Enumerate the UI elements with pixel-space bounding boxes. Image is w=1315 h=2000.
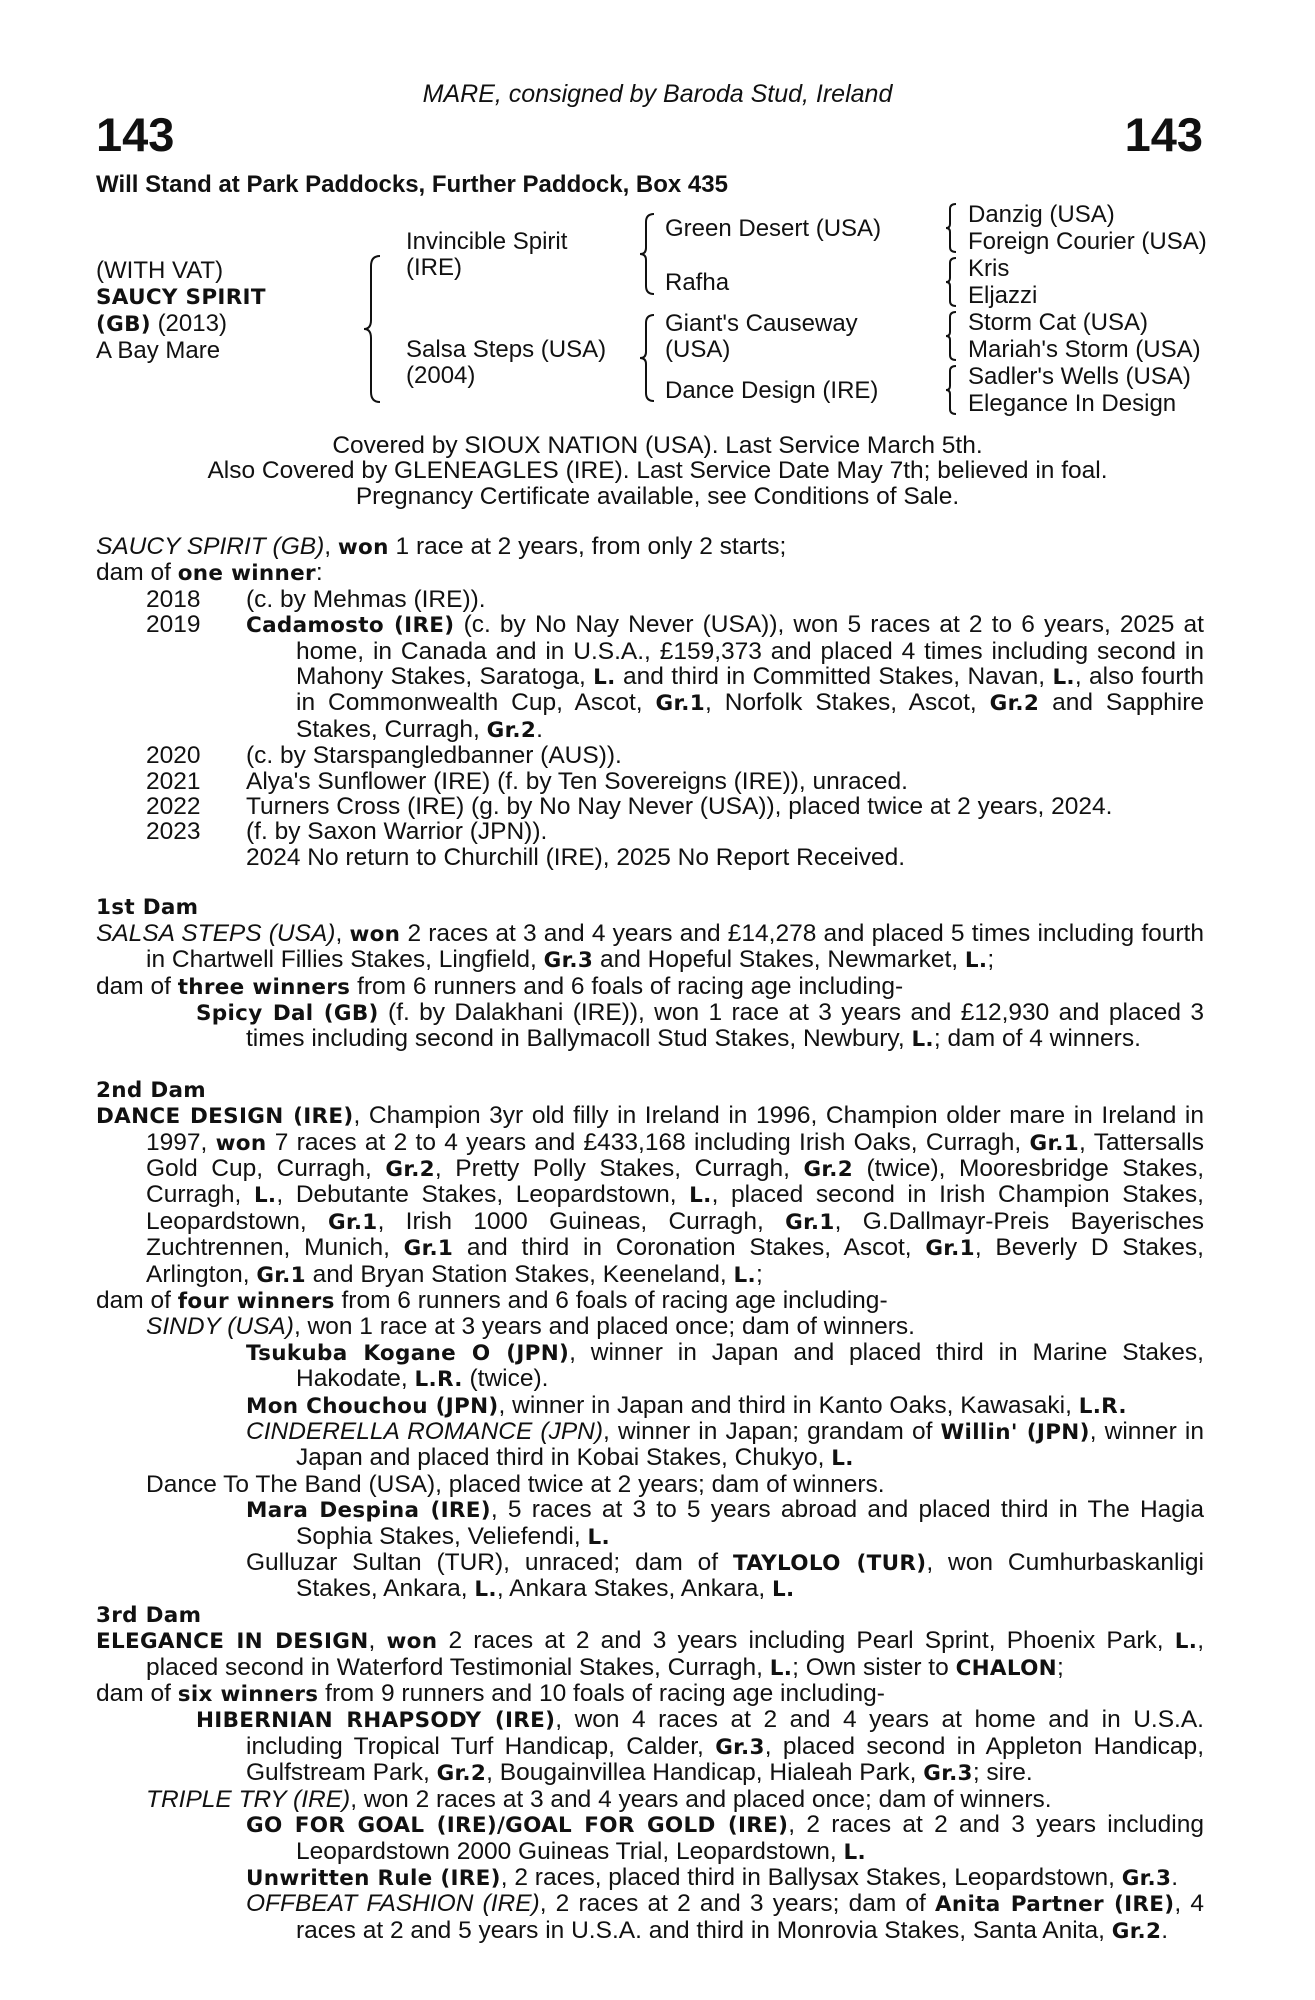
- offbeat-fashion-entry: OFFBEAT FASHION (IRE), 2 races at 2 and 3 years; dam of Anita Partner (IRE), 4 races at 2 and 5 years in U.S.A. and third in Monrovia Stakes, Santa Anita, Gr.2.: [246, 1890, 1204, 1944]
- horse-name: SAUCY SPIRIT: [96, 285, 266, 310]
- first-dam-dam-of: dam of three winners from 6 runners and 6 foals of racing age including-: [96, 972, 904, 1000]
- brace-7: [944, 364, 958, 416]
- horse-year: (2013): [157, 310, 227, 337]
- lot-number-left: 143: [96, 108, 175, 161]
- sire: Invincible Spirit (IRE): [406, 228, 568, 281]
- progeny-row: 2020 (c. by Starspangledbanner (AUS)).: [146, 742, 622, 770]
- second-dam-dam-of: dam of four winners from 6 runners and 6 foals of racing age including-: [96, 1286, 888, 1314]
- sire-sire: Green Desert (USA): [665, 215, 882, 242]
- third-dam-record: ELEGANCE IN DESIGN, won 2 races at 2 and 3 years including Pearl Sprint, Phoenix Park, L., placed second in Waterford Testimonial Stakes, Curragh, L.; Own sister to CHALON;: [96, 1627, 1204, 1681]
- progeny-table: [146, 587, 1204, 870]
- second-dam-record: DANCE DESIGN (IRE), Champion 3yr old filly in Ireland in 1996, Champion older mare in Ireland in 1997, won 7 races at 2 to 4 years and £433,168 including Irish Oaks, Curragh, Gr.1, Tattersalls Gold Cup, Curragh, Gr.2, Pretty Polly Stakes, Curragh, Gr.2 (twice), Mooresbridge Stakes, Curragh, L., Debutante Stakes, Leopardstown, L., placed second in Irish Champion Stakes, Leopardstown, Gr.1, Irish 1000 Guineas, Curragh, Gr.1, G.Dallmayr-Preis Bayerisches Zuchtrennen, Munich, Gr.1 and third in Coronation Stakes, Ascot, Gr.1, Beverly D Stakes, Arlington, Gr.1 and Bryan Station Stakes, Keeneland, L.;: [96, 1102, 1205, 1288]
- horse-description: A Bay Mare: [96, 337, 221, 364]
- mare-dam-of: dam of one winner:: [96, 559, 323, 587]
- grandsire-4: Sadler's Wells (USA): [968, 363, 1191, 390]
- vat-label: (WITH VAT): [96, 257, 224, 284]
- brace-3: [638, 313, 658, 403]
- covered-notice: Covered by SIOUX NATION (USA). Last Service March 5th. Also Covered by GLENEAGLES (IRE). Last Service Date May 7th; believed in foal. Pregnancy Certificate available, see Conditions of Sale.: [207, 432, 1108, 510]
- first-dam-offspring: Spicy Dal (GB) (f. by Dalakhani (IRE)), won 1 race at 3 years and £12,930 and placed 3 times including second in Ballymacoll Stud Stakes, Newbury, L.; dam of 4 winners.: [196, 998, 1205, 1053]
- sire-dam: Rafha: [665, 269, 730, 296]
- grandsire-1: Danzig (USA): [968, 201, 1115, 228]
- progeny-row: 2019 Cadamosto (IRE) (c. by No Nay Never (USA)), won 5 races at 2 to 6 years, 2025 at home, in Canada and in U.S.A., £159,373 and placed 4 times including second in Mahony Stakes, Saratoga, L. and third in Committed Stakes, Navan, L., also fourth in Commonwealth Cup, Ascot, Gr.1, Norfolk Stakes, Ascot, Gr.2 and Sapphire Stakes, Curragh, Gr.2.: [146, 611, 1204, 743]
- brace-5: [944, 256, 958, 308]
- dam-sire: Giant's Causeway (USA): [665, 310, 858, 363]
- triple-try-entry: TRIPLE TRY (IRE), won 2 races at 3 and 4 years and placed once; dam of winners.: [146, 1785, 1052, 1813]
- dam-dam: Dance Design (IRE): [665, 377, 879, 404]
- consignor-line: MARE, consigned by Baroda Stud, Ireland: [422, 80, 893, 108]
- dam: Salsa Steps (USA) (2004): [406, 336, 607, 389]
- gulluzar-entry: Gulluzar Sultan (TUR), unraced; dam of TAYLOLO (TUR), won Cumhurbaskanligi Stakes, Ankara, L., Ankara Stakes, Ankara, L.: [246, 1549, 1204, 1603]
- second-dam-heading: 2nd Dam: [96, 1077, 206, 1103]
- grandsire-3: Storm Cat (USA): [968, 309, 1149, 336]
- progeny-row: 2023 (f. by Saxon Warrior (JPN)).: [146, 818, 548, 846]
- granddam-3: Mariah's Storm (USA): [968, 336, 1201, 363]
- first-dam-heading: 1st Dam: [96, 895, 199, 921]
- unwritten-rule-entry: Unwritten Rule (IRE), 2 races, placed third in Ballysax Stakes, Leopardstown, Gr.3.: [246, 1863, 1179, 1891]
- grandsire-2: Kris: [968, 255, 1010, 282]
- progeny-row: 2024 No return to Churchill (IRE), 2025 No Report Received.: [246, 843, 906, 871]
- third-dam-dam-of: dam of six winners from 9 runners and 10 foals of racing age including-: [96, 1680, 885, 1708]
- progeny-row: 2022 Turners Cross (IRE) (g. by No Nay Never (USA)), placed twice at 2 years, 2024.: [146, 793, 1113, 821]
- granddam-1: Foreign Courier (USA): [968, 228, 1207, 255]
- granddam-4: Elegance In Design: [968, 390, 1177, 417]
- stand-location: Will Stand at Park Paddocks, Further Paddock, Box 435: [96, 171, 728, 198]
- mare-record: SAUCY SPIRIT (GB), won 1 race at 2 years, from only 2 starts;: [96, 533, 787, 560]
- brace-4: [944, 202, 958, 254]
- sindy-entry: SINDY (USA), won 1 race at 3 years and placed once; dam of winners.: [146, 1313, 915, 1341]
- brace-2: [638, 212, 658, 296]
- horse-block: [96, 258, 266, 364]
- catalogue-body: [96, 534, 1204, 1944]
- progeny-row: 2018 (c. by Mehmas (IRE)).: [146, 585, 486, 613]
- first-dam-record: SALSA STEPS (USA), won 2 races at 3 and 4 years and £14,278 and placed 5 times including fourth in Chartwell Fillies Stakes, Lingfield, Gr.3 and Hopeful Stakes, Newmarket, L.;: [96, 919, 1204, 974]
- horse-origin: (GB): [96, 312, 151, 337]
- mara-despina-entry: Mara Despina (IRE), 5 races at 3 to 5 years abroad and placed third in The Hagia Sophia Stakes, Veliefendi, L.: [246, 1496, 1204, 1550]
- brace-6: [944, 310, 958, 362]
- brace-1: [362, 254, 384, 404]
- go-for-goal-entry: GO FOR GOAL (IRE)/GOAL FOR GOLD (IRE), 2 races at 2 and 3 years including Leopardstown 2000 Guineas Trial, Leopardstown, L.: [246, 1811, 1204, 1865]
- cinderella-entry: CINDERELLA ROMANCE (JPN), winner in Japan; grandam of Willin' (JPN), winner in Japan and placed third in Kobai Stakes, Chukyo, L.: [246, 1418, 1204, 1472]
- dance-to-the-band-entry: Dance To The Band (USA), placed twice at 2 years; dam of winners.: [146, 1470, 885, 1498]
- mon-chouchou-entry: Mon Chouchou (JPN), winner in Japan and third in Kanto Oaks, Kawasaki, L.R.: [246, 1391, 1127, 1419]
- lot-number-right: 143: [1124, 108, 1203, 161]
- progeny-row: 2021 Alya's Sunflower (IRE) (f. by Ten Sovereigns (IRE)), unraced.: [146, 767, 908, 795]
- granddam-2: Eljazzi: [968, 282, 1038, 309]
- tsukuba-entry: Tsukuba Kogane O (JPN), winner in Japan and placed third in Marine Stakes, Hakodate, L.R. (twice).: [246, 1338, 1204, 1393]
- hibernian-entry: HIBERNIAN RHAPSODY (IRE), won 4 races at 2 and 4 years at home and in U.S.A. including Tropical Turf Handicap, Calder, Gr.3, placed second in Appleton Handicap, Gulfstream Park, Gr.2, Bougainvillea Handicap, Hialeah Park, Gr.3; sire.: [196, 1706, 1204, 1787]
- third-dam-heading: 3rd Dam: [96, 1602, 202, 1628]
